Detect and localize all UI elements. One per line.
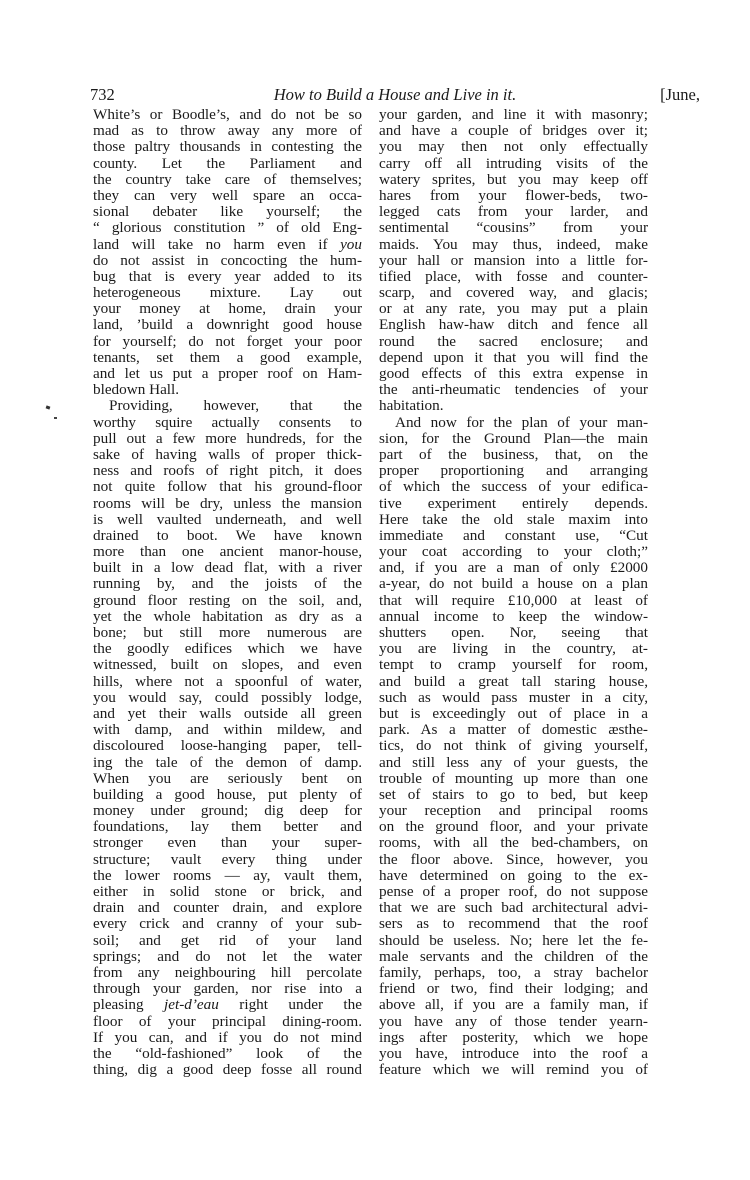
running-title: How to Build a House and Live in it. [273,85,517,104]
text-line: have determined on going to the ex- [379,867,648,884]
text-line: ness and roofs of right pitch, it does [93,463,362,480]
text-line: ground floor resting on the soil, and, [93,592,362,609]
text-line: heterogeneous mixture. Lay out [93,285,362,302]
text-line: you would say, could possibly lodge, [93,689,362,706]
text-line: or at any rate, you may put a plain [379,301,648,318]
text-line: and build a great tall staring house, [379,673,648,690]
text-line: you may then not only effectually [379,139,648,156]
text-line: above all, if you are a family man, if [379,997,648,1014]
text-line: stronger even than your super- [93,835,362,852]
text-line: from any neighbouring hill percolate [93,964,362,981]
text-line: pense of a proper roof, do not suppose [379,884,648,900]
text-line: floor of your principal dining-room. [93,1013,362,1030]
text-line: pleasing jet-d’eau right under the [93,997,362,1014]
text-line: park. As a matter of domestic æsthe- [379,722,648,739]
text-line: built in a low dead flat, with a river [93,560,362,577]
text-line: and, if you are a man of only £2000 [379,560,648,577]
text-line: Providing, however, that the [109,398,362,415]
text-line: sake of having walls of proper thick- [93,446,362,463]
text-line: not quite follow that his ground-floor [93,479,362,496]
margin-mark [54,417,57,419]
text-line: carry off all intruding visits of the [379,155,648,172]
text-line: your money at home, drain your [93,301,362,318]
text-line: structure; vault every thing under [93,851,362,868]
text-line: scarp, and covered way, and glacis; [379,285,648,302]
text-line: springs; and do not let the water [93,948,362,965]
text-line: trouble of mounting up more than one [379,770,648,787]
text-line: your hall or mansion into a little for- [379,252,648,269]
text-line: with damp, and within mildew, and [93,722,362,739]
page-number: 732 [90,85,115,104]
text-line: they can very well spare an occa- [93,187,362,204]
text-line: your garden, and line it with masonry; [379,107,648,123]
text-line: shutters open. Nor, seeing that [379,625,648,641]
text-line: ing the tale of the demon of damp. [93,754,362,771]
text-line: tive experiment entirely depends. [379,495,648,512]
text-line: rooms, with all the bed-chambers, on [379,835,648,852]
text-line: tenants, set them a good example, [93,349,362,366]
text-line: pull out a few more hundreds, for the [93,430,362,447]
text-line: that we are such bad architectural advi- [379,900,648,917]
text-line: is well vaulted underneath, and well [93,511,362,528]
text-line: bone; but still more numerous are [93,625,362,641]
text-line: part of the business, that, on the [379,446,648,463]
text-line: Here take the old stale maxim into [379,511,648,528]
text-line: those paltry thousands in contesting the [93,139,362,156]
text-line: more than one ancient manor-house, [93,544,362,561]
text-column-right [379,107,648,1078]
margin-mark [46,405,51,409]
text-line: the anti-rheumatic tendencies of your [379,382,648,399]
text-line: your coat according to your cloth;” [379,544,648,561]
running-date: [June, [660,85,700,104]
text-line: proper proportioning and arranging [379,463,648,480]
text-line: running by, and the joists of the [93,576,362,593]
text-line: bug that is every year added to its [93,268,362,285]
text-line: the floor above. Since, however, you [379,851,648,868]
text-line: hills, where not a spoonful of water, [93,673,362,690]
text-line: ings after posterity, which we hope [379,1029,648,1046]
text-line: immediate and constant use, “Cut [379,527,648,544]
text-line: watery sprites, but you may keep off [379,171,648,188]
text-line: but is exceedingly out of place in a [379,705,648,722]
text-line: bledown Hall. [93,382,180,399]
text-line: good effects of this extra expense in [379,366,648,382]
text-line: the country take care of themselves; [93,171,362,188]
text-line: land, ’build a downright good house [93,317,362,334]
text-line: you are living in the country, at- [379,641,648,658]
text-line: should be useless. No; here let the fe- [379,932,648,949]
text-line: every crick and cranny of your sub- [93,916,362,933]
text-line: drain and counter drain, and explore [93,900,362,917]
running-head [90,84,700,106]
text-line: feature which we will remind you of [379,1062,648,1079]
text-line: When you are seriously bent on [93,770,362,787]
text-line: round the sacred enclosure; and [379,333,648,350]
text-line: If you can, and if you do not mind [93,1029,362,1046]
text-line: and still less any of your guests, the [379,754,648,771]
text-line: sers as to recommend that the roof [379,916,648,933]
text-line: English haw-haw ditch and fence all [379,317,648,334]
text-line: money under ground; dig deep for [93,803,362,820]
text-line: depend upon it that you will find the [379,349,648,366]
text-line: thing, dig a good deep fosse all round [93,1062,362,1079]
text-line: habitation. [379,398,444,415]
text-line: do not assist in concocting the hum- [93,252,362,269]
text-line: for yourself; do not forget your poor [93,333,362,350]
text-line: yet the whole habitation as dry as a [93,608,362,625]
text-line: the “old-fashioned” look of the [93,1045,362,1062]
text-line: of which the success of your edifica- [379,479,648,496]
text-line: sion, for the Ground Plan—the main [379,430,648,447]
text-line: tified place, with fosse and counter- [379,268,648,285]
text-line: land will take no harm even if you [93,236,362,253]
text-line: that will require £10,000 at least of [379,592,648,609]
text-line: such as would pass muster in a city, [379,689,648,706]
text-line: a-year, do not build a house on a plan [379,576,648,593]
text-line: male servants and the children of the [379,948,648,965]
text-line: you have any of those tender yearn- [379,1013,648,1030]
text-line: White’s or Boodle’s, and do not be so [93,107,362,123]
text-line: soil; and get rid of your land [93,932,362,949]
text-line: annual income to keep the window- [379,608,648,625]
text-line: discoloured loose-hanging paper, tell- [93,738,362,755]
text-line: mad as to throw away any more of [93,123,362,140]
text-line: you have, introduce into the roof a [379,1045,648,1062]
text-line: the lower rooms — ay, vault them, [93,867,362,884]
text-line: witnessed, built on slopes, and even [93,657,362,674]
text-line: sentimental “cousins” from your [379,220,648,237]
text-line: rooms will be dry, unless the mansion [93,495,362,512]
text-line: set of stairs to go to bed, but keep [379,786,648,803]
text-line: hares from your flower-beds, two- [379,187,648,204]
text-line: your reception and principal rooms [379,803,648,820]
text-line: and yet their walls outside all green [93,705,362,722]
text-line: building a good house, put plenty of [93,786,362,803]
text-line: family, perhaps, too, a stray bachelor [379,964,648,981]
text-line: foundations, lay them better and [93,819,362,836]
text-line: and have a couple of bridges over it; [379,123,648,140]
text-line: and let us put a proper roof on Ham- [93,366,362,382]
text-line: county. Let the Parliament and [93,155,362,172]
text-line: friend or two, find their lodging; and [379,981,648,998]
text-line: maids. You may thus, indeed, make [379,236,648,253]
text-line: on the ground floor, and your private [379,819,648,836]
text-line: And now for the plan of your man- [395,414,648,431]
text-line: tempt to cramp yourself for room, [379,657,648,674]
text-line: tics, do not think of giving yourself, [379,738,648,755]
text-line: the goodly edifices which we have [93,641,362,658]
text-line: “ glorious constitution ” of old Eng- [93,220,362,237]
text-line: either in solid stone or brick, and [93,884,362,900]
text-line: legged cats from your larder, and [379,204,648,221]
text-line: sional debater like yourself; the [93,204,362,221]
text-line: worthy squire actually consents to [93,414,362,431]
text-line: through your garden, nor rise into a [93,981,362,998]
text-line: drained to boot. We have known [93,527,362,544]
text-column-left [93,107,362,1078]
